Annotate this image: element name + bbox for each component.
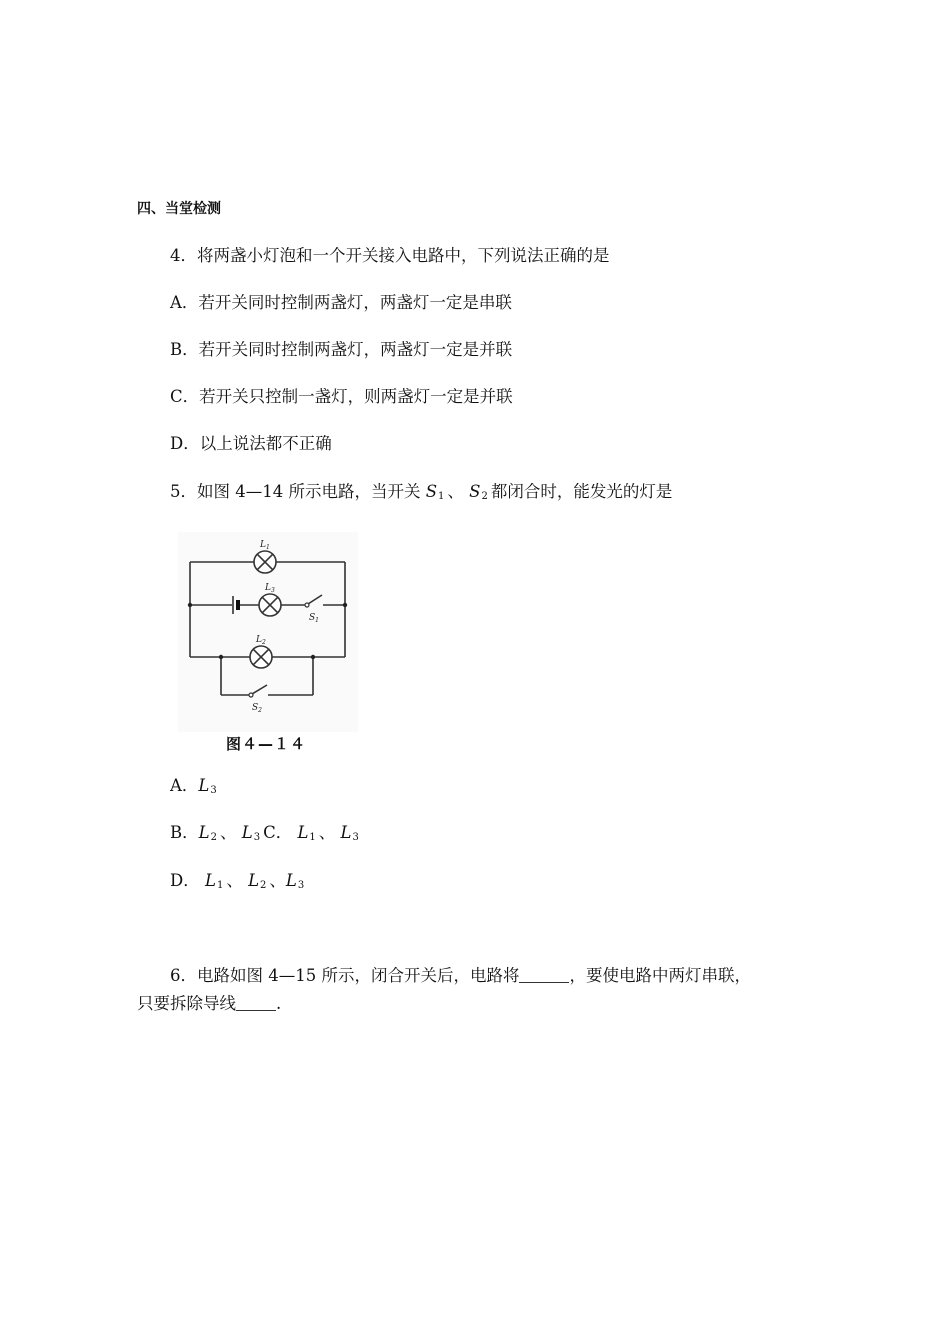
circuit-figure — [178, 532, 358, 732]
answer-blank[interactable] — [519, 966, 569, 983]
q5-option-d-sep2: 、 — [269, 871, 286, 890]
q5-stem-post: 都闭合时，能发光的灯是 — [490, 482, 673, 501]
switch-s1 — [305, 595, 322, 607]
switch-s2 — [249, 685, 267, 697]
q5-s1-sub: 1 — [438, 491, 445, 502]
q6-line1-pre: 6．电路如图 4—15 所示，闭合开关后，电路将 — [170, 966, 520, 985]
q5-option-d-l2: L — [248, 871, 260, 890]
lamp-l1-icon — [254, 551, 276, 573]
junction-dot — [219, 655, 223, 659]
answer-blank[interactable] — [236, 994, 276, 1011]
figure-caption: 图４—１４ — [226, 735, 307, 753]
q5-option-b-prefix: B． — [170, 823, 199, 842]
q4-option-b: B．若开关同时控制两盏灯，两盏灯一定是并联 — [170, 340, 513, 359]
section-heading: 四、当堂检测 — [137, 201, 221, 217]
q5-option-b-l3: L — [241, 823, 253, 842]
q5-option-d-l3-sub: 3 — [297, 880, 305, 891]
q5-stem — [170, 481, 672, 508]
lamp-l3-icon — [259, 594, 281, 616]
q5-option-b-l2: L — [198, 823, 210, 842]
q6-line1 — [170, 965, 751, 987]
q5-option-d-prefix: D． — [170, 871, 200, 890]
q4-option-d: D．以上说法都不正确 — [170, 434, 332, 453]
q5-option-d-l3: L — [285, 871, 297, 890]
label-l1: $L_1$ — [260, 540, 270, 551]
q4-option-c: C．若开关只控制一盏灯，则两盏灯一定是并联 — [170, 387, 513, 406]
junction-dot — [311, 655, 315, 659]
q6-line2 — [137, 993, 281, 1015]
junction-dot — [343, 603, 347, 607]
q5-option-d-l1: L — [204, 871, 216, 890]
q6-line2-pre: 只要拆除导线 — [137, 994, 236, 1013]
q5-option-bc — [170, 822, 362, 849]
junction-dot — [188, 603, 192, 607]
q5-option-a-prefix: A． — [170, 776, 199, 795]
label-s1: $S_1$ — [309, 613, 319, 624]
q4-option-a: A．若开关同时控制两盏灯，两盏灯一定是串联 — [170, 293, 512, 312]
q5-option-a — [170, 775, 220, 802]
q5-option-c-l3: L — [340, 823, 352, 842]
q6-line1-post: ，要使电路中两灯串联， — [569, 966, 751, 985]
circuit-diagram — [178, 532, 358, 732]
q5-stem-pre: 5．如图 4—14 所示电路，当开关 — [170, 482, 421, 501]
q5-option-b-l3-sub: 3 — [253, 832, 261, 843]
q5-option-d-l2-sub: 2 — [260, 880, 267, 891]
q5-option-c-sep: 、 — [318, 823, 336, 842]
label-l2: $L_2$ — [256, 635, 266, 646]
q4-stem: 4．将两盏小灯泡和一个开关接入电路中，下列说法正确的是 — [170, 246, 610, 265]
q5-option-a-l: L — [198, 776, 210, 795]
q5-option-d-sep1: 、 — [226, 871, 243, 890]
q5-option-b-sep: 、 — [219, 823, 237, 842]
q5-s1: S — [425, 482, 438, 501]
q5-option-a-sub: 3 — [210, 785, 217, 796]
q5-option-c-l1-sub: 1 — [309, 832, 316, 843]
q5-option-b-l2-sub: 2 — [210, 832, 217, 843]
label-s2: $S_2$ — [252, 703, 262, 714]
q5-s2: S — [469, 482, 481, 501]
q6-line2-post: . — [276, 994, 282, 1013]
q5-s2-sub: 2 — [481, 491, 488, 502]
q5-option-d — [170, 870, 307, 897]
q5-option-c-prefix: C． — [263, 823, 293, 842]
lamp-l2-icon — [250, 646, 272, 668]
q5-option-c-l1: L — [297, 823, 309, 842]
q5-option-c-l3-sub: 3 — [352, 832, 359, 843]
q5-sep: 、 — [447, 482, 464, 501]
label-l3: $L_3$ — [265, 583, 275, 594]
q5-option-d-l1-sub: 1 — [216, 880, 224, 891]
